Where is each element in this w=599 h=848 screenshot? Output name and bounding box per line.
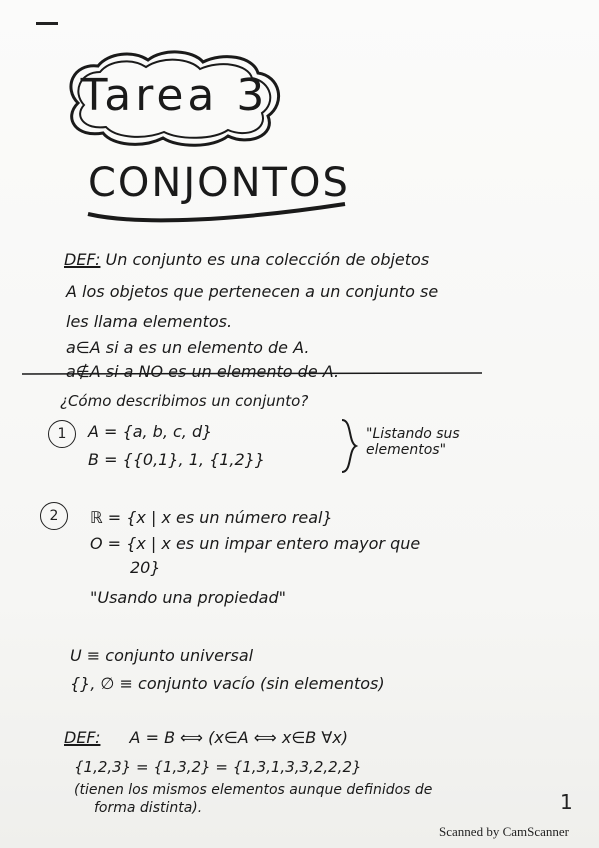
- membership-notin: a∉A si a NO es un elemento de A.: [66, 362, 340, 381]
- def2-example: {1,2,3} = {1,3,2} = {1,3,1,3,3,2,2,2}: [74, 758, 362, 776]
- def1-line1: [64, 250, 429, 269]
- example1-number-circle: 1: [48, 420, 76, 448]
- def2-line1: [64, 728, 348, 747]
- page-number: 1: [560, 790, 573, 814]
- def2-formula: A = B ⟺ (x∈A ⟺ x∈B ∀x): [129, 728, 348, 747]
- page-title: Tarea 3: [80, 70, 269, 121]
- universal-set-line: U ≡ conjunto universal: [70, 646, 254, 665]
- def2-note-line2: forma distinta).: [94, 800, 203, 816]
- def1-text-line1: Un conjunto es una colección de objetos: [105, 250, 430, 269]
- example2-set-r: ℝ = {x | x es un número real}: [90, 508, 333, 527]
- membership-in: a∈A si a es un elemento de A.: [66, 338, 310, 357]
- example2-set-o: O = {x | x es un impar entero mayor que: [90, 534, 421, 553]
- example1-set-b: B = {{0,1}, 1, {1,2}}: [88, 450, 266, 469]
- question-line: ¿Cómo describimos un conjunto?: [60, 392, 309, 410]
- def1-line2: A los objetos que pertenecen a un conjunto se: [66, 282, 439, 301]
- empty-set-line: {}, ∅ ≡ conjunto vacío (sin elementos): [70, 674, 385, 693]
- def1-line3: les llama elementos.: [66, 312, 233, 331]
- example1-set-a: A = {a, b, c, d}: [88, 422, 213, 441]
- example2-number-circle: 2: [40, 502, 68, 530]
- example1-note: "Listando sus elementos": [366, 426, 460, 458]
- scanner-watermark: Scanned by CamScanner: [439, 824, 569, 839]
- top-dash-mark: [36, 22, 58, 25]
- page-subtitle: CONJONTOS: [88, 160, 350, 206]
- example2-set-o-cont: 20}: [130, 558, 161, 577]
- example2-note: "Usando una propiedad": [90, 588, 286, 607]
- subtitle-underline-swoosh: [80, 196, 350, 226]
- right-brace: [338, 418, 362, 474]
- def2-note-line1: (tienen los mismos elementos aunque definidos de: [74, 782, 433, 798]
- def2-label: DEF:: [64, 728, 101, 747]
- def1-label: DEF:: [64, 250, 101, 269]
